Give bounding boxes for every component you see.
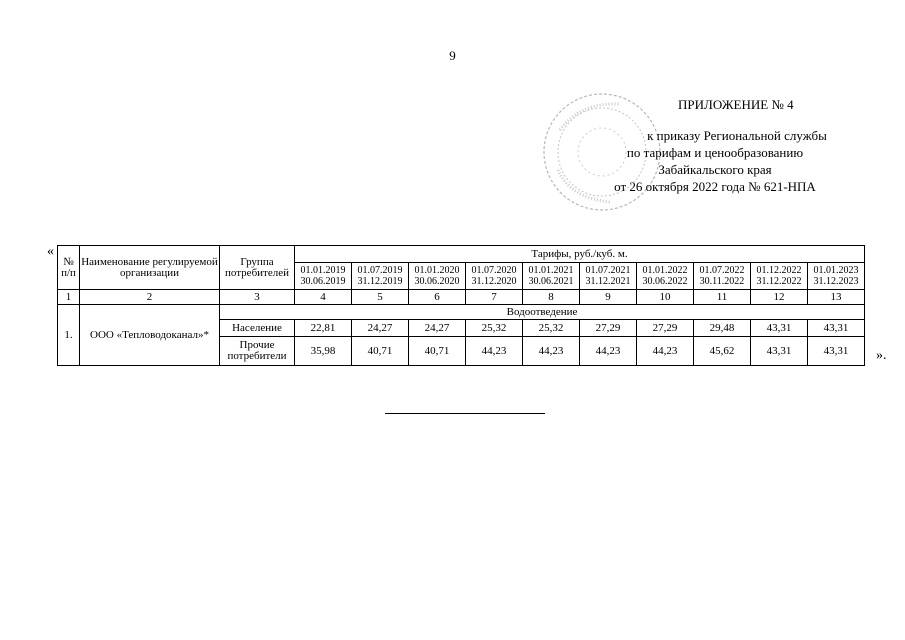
tariff-value: 27,29: [637, 320, 694, 337]
annex-title: ПРИЛОЖЕНИЕ № 4: [678, 97, 794, 112]
tariff-value: 29,48: [694, 320, 751, 337]
tariff-value: 44,23: [466, 337, 523, 366]
org-name: ООО «Тепловодоканал»*: [80, 305, 220, 366]
tariff-value: 35,98: [295, 337, 352, 366]
annex-line: от 26 октября 2022 года № 621-НПА: [614, 179, 816, 194]
column-number: 1: [58, 290, 80, 305]
column-number: 12: [751, 290, 808, 305]
tariff-value: 22,81: [295, 320, 352, 337]
tariff-value: 40,71: [409, 337, 466, 366]
annex-line: Забайкальского края: [658, 162, 772, 177]
column-number: 8: [523, 290, 580, 305]
column-number: 3: [220, 290, 295, 305]
period-header: 01.01.2021 30.06.2021: [523, 263, 580, 290]
quote-open: «: [47, 244, 54, 259]
period-header: 01.07.2021 31.12.2021: [580, 263, 637, 290]
tariff-value: 43,31: [751, 337, 808, 366]
period-header: 01.01.2023 31.12.2023: [808, 263, 865, 290]
closing-divider: [385, 413, 545, 414]
tariff-value: 25,32: [466, 320, 523, 337]
column-number: 7: [466, 290, 523, 305]
consumer-group: Прочие потребители: [220, 337, 295, 366]
tariff-value: 44,23: [523, 337, 580, 366]
column-number: 4: [295, 290, 352, 305]
period-header: 01.07.2022 30.11.2022: [694, 263, 751, 290]
tariff-value: 44,23: [580, 337, 637, 366]
header-org: Наименование регулируемой организации: [80, 246, 220, 290]
header-tariffs: Тарифы, руб./куб. м.: [295, 246, 865, 263]
tariff-value: 43,31: [751, 320, 808, 337]
section-title: Водоотведение: [220, 305, 865, 320]
tariff-value: 43,31: [808, 320, 865, 337]
period-header: 01.01.2022 30.06.2022: [637, 263, 694, 290]
consumer-group: Население: [220, 320, 295, 337]
header-group: Группа потребителей: [220, 246, 295, 290]
header-num: № п/п: [58, 246, 80, 290]
period-header: 01.12.2022 31.12.2022: [751, 263, 808, 290]
column-number: 6: [409, 290, 466, 305]
tariff-value: 24,27: [352, 320, 409, 337]
annex-line: к приказу Региональной службы: [647, 128, 827, 143]
tariff-value: 24,27: [409, 320, 466, 337]
period-header: 01.07.2020 31.12.2020: [466, 263, 523, 290]
column-number: 10: [637, 290, 694, 305]
annex-line: по тарифам и ценообразованию: [626, 145, 804, 160]
tariff-table: [57, 245, 865, 366]
tariff-value: 40,71: [352, 337, 409, 366]
page-number: 9: [449, 48, 456, 63]
column-number: 5: [352, 290, 409, 305]
period-header: 01.07.2019 31.12.2019: [352, 263, 409, 290]
quote-close: ».: [876, 348, 887, 363]
row-number: 1.: [58, 305, 80, 366]
column-number: 11: [694, 290, 751, 305]
annex-header: [560, 96, 870, 195]
tariff-value: 43,31: [808, 337, 865, 366]
tariff-value: 25,32: [523, 320, 580, 337]
column-number: 9: [580, 290, 637, 305]
tariff-value: 44,23: [637, 337, 694, 366]
period-header: 01.01.2019 30.06.2019: [295, 263, 352, 290]
tariff-value: 45,62: [694, 337, 751, 366]
column-number: 13: [808, 290, 865, 305]
tariff-value: 27,29: [580, 320, 637, 337]
period-header: 01.01.2020 30.06.2020: [409, 263, 466, 290]
column-number: 2: [80, 290, 220, 305]
